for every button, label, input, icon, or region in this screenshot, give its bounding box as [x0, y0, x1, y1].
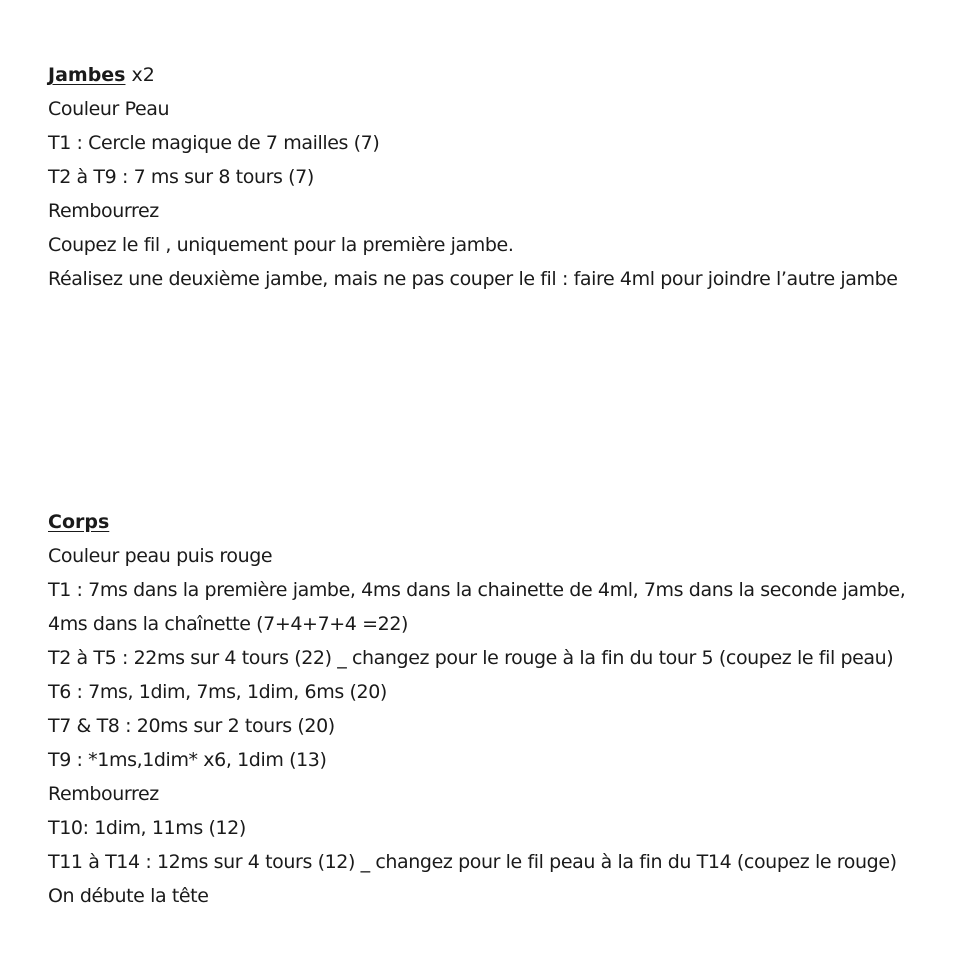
heading-title: Jambes: [48, 64, 126, 86]
instruction-line: T2 à T5 : 22ms sur 4 tours (22) _ changez pour le rouge à la fin du tour 5 (coupez le fil peau): [48, 647, 894, 669]
heading-title: Corps: [48, 511, 110, 533]
instruction-line: Réalisez une deuxième jambe, mais ne pas couper le fil : faire 4ml pour joindre l’autre jambe: [48, 268, 898, 290]
instruction-line: Coupez le fil , uniquement pour la première jambe.: [48, 234, 514, 256]
instruction-line: Couleur peau puis rouge: [48, 545, 273, 567]
instruction-line: T9 : *1ms,1dim* x6, 1dim (13): [48, 749, 327, 771]
instruction-line: T1 : Cercle magique de 7 mailles (7): [48, 132, 380, 154]
instruction-line: T1 : 7ms dans la première jambe, 4ms dans la chainette de 4ml, 7ms dans la seconde jambe, 4ms dans la chaînette (7+4+7+4 =22): [48, 579, 906, 635]
section-corps: [48, 505, 931, 913]
instruction-line: On débute la tête: [48, 885, 209, 907]
heading-suffix: x2: [125, 64, 155, 86]
instruction-line: Rembourrez: [48, 200, 159, 222]
instruction-line: T6 : 7ms, 1dim, 7ms, 1dim, 6ms (20): [48, 681, 387, 703]
instruction-line: T7 & T8 : 20ms sur 2 tours (20): [48, 715, 335, 737]
section-jambes: [48, 58, 931, 296]
instruction-line: T10: 1dim, 11ms (12): [48, 817, 246, 839]
section-heading-corps: [48, 505, 931, 539]
instruction-line: T11 à T14 : 12ms sur 4 tours (12) _ changez pour le fil peau à la fin du T14 (coupez le rouge): [48, 851, 897, 873]
instruction-line: Rembourrez: [48, 783, 159, 805]
section-heading-jambes: [48, 58, 931, 92]
instruction-line: T2 à T9 : 7 ms sur 8 tours (7): [48, 166, 314, 188]
instruction-line: Couleur Peau: [48, 98, 170, 120]
